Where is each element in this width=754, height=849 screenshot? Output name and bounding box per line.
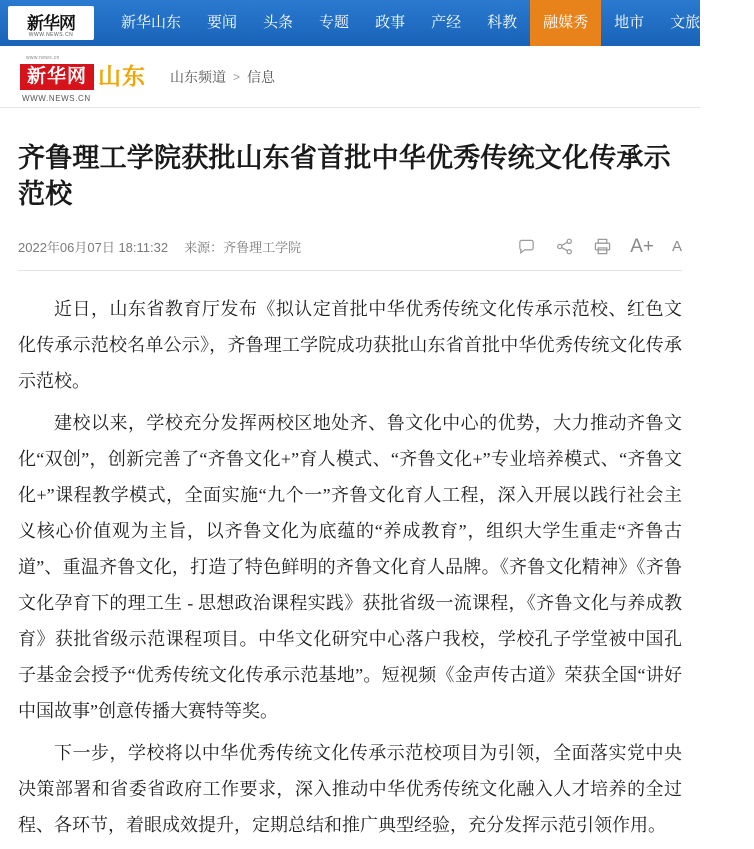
nav-item-zhengshi[interactable]: 政事 — [375, 14, 406, 31]
page-title: 齐鲁理工学院获批山东省首批中华优秀传统文化传承示范校 — [18, 143, 671, 210]
nav-item-kejiao[interactable]: 科教 — [487, 14, 518, 31]
article-source-label: 来源： — [184, 240, 224, 256]
article-timestamp: 2022年06月07日 18:11:32 — [18, 240, 169, 256]
article-tools — [516, 237, 682, 257]
article-meta-row — [18, 237, 682, 271]
channel-logo-tiny-url: www.news.cn — [26, 54, 60, 61]
top-navigation-items — [108, 0, 754, 46]
article-paragraph: 建校以来，学校充分发挥两校区地处齐、鲁文化中心的优势，大力推动齐鲁文化“双创”，创新完善了“齐鲁文化+”育人模式、“齐鲁文化+”专业培养模式、“齐鲁文化+”课程教学模式，全面实施“九个一”齐鲁文化育人工程，深入开展以践行社会主义核心价值观为主旨，以齐鲁文化为底蕴的“养成教育”，组织大学生重走“齐鲁古道”、重温齐鲁文化，打造了特色鲜明的齐鲁文化育人品牌。《齐鲁文化精神》《齐鲁文化孕育下的理工生 - 思想政治课程实践》获批省级一流课程，《齐鲁文化与养成教育》获批省级示范课程项目。中华文化研究中心落户我校，学校孔子学堂被中国孔子基金会授予“优秀传统文化传承示范基地”。短视频《金声传古道》荣获全国“讲好中国故事”创意传播大赛特等奖。 — [18, 412, 682, 721]
nav-item-wenlv[interactable]: 文旅 — [670, 14, 701, 31]
article-source-name: 齐鲁理工学院 — [223, 240, 302, 256]
site-logo[interactable] — [8, 6, 94, 40]
channel-logo-url: WWW.NEWS.CN — [22, 93, 91, 103]
channel-logo-main: 新华网 — [20, 64, 94, 90]
nav-item-yaowen[interactable]: 要闻 — [207, 14, 238, 31]
site-logo-url: WWW.NEWS.CN — [28, 32, 74, 38]
nav-item-toutiao[interactable]: 头条 — [263, 14, 294, 31]
nav-item-chanjing[interactable]: 产经 — [431, 14, 462, 31]
channel-logo[interactable] — [20, 54, 147, 103]
breadcrumb-item-channel[interactable]: 山东频道 — [170, 68, 227, 85]
article-source — [184, 237, 301, 256]
nav-item-dishi[interactable]: 地市 — [614, 14, 645, 31]
comment-icon[interactable] — [516, 237, 536, 257]
breadcrumb — [170, 67, 275, 87]
breadcrumb-item-current[interactable]: 信息 — [247, 68, 276, 85]
brand-bar — [0, 46, 700, 108]
top-navigation-bar — [0, 0, 742, 46]
site-logo-text: 新华网 — [27, 13, 75, 33]
font-increase-button[interactable]: A+ — [630, 236, 654, 258]
channel-logo-region: 山东 — [98, 62, 147, 89]
nav-item-rongmeixiu[interactable]: 融媒秀 — [530, 0, 601, 46]
article-paragraph: 近日，山东省教育厅发布《拟认定首批中华优秀传统文化传承示范校、红色文化传承示范校名单公示》，齐鲁理工学院成功获批山东省首批中华优秀传统文化传承示范校。 — [18, 298, 682, 391]
article-meta-left — [18, 237, 516, 256]
article-body — [18, 291, 682, 843]
nav-item-guang[interactable]: 光 — [726, 14, 742, 31]
article-container — [0, 140, 700, 843]
breadcrumb-separator-icon: > — [233, 69, 241, 84]
nav-item-zhuanti[interactable]: 专题 — [319, 14, 350, 31]
article-paragraph: 下一步，学校将以中华优秀传统文化传承示范校项目为引领，全面落实党中央决策部署和省委省政府工作要求，深入推动中华优秀传统文化融入人才培养的全过程、各环节，着眼成效提升，定期总结和推广典型经验，充分发挥示范引领作用。 — [18, 742, 682, 835]
print-icon[interactable] — [592, 237, 612, 257]
font-decrease-button[interactable]: A — [671, 238, 682, 256]
nav-item-xinhua-shandong[interactable]: 新华山东 — [121, 14, 182, 31]
share-icon[interactable] — [554, 237, 574, 257]
